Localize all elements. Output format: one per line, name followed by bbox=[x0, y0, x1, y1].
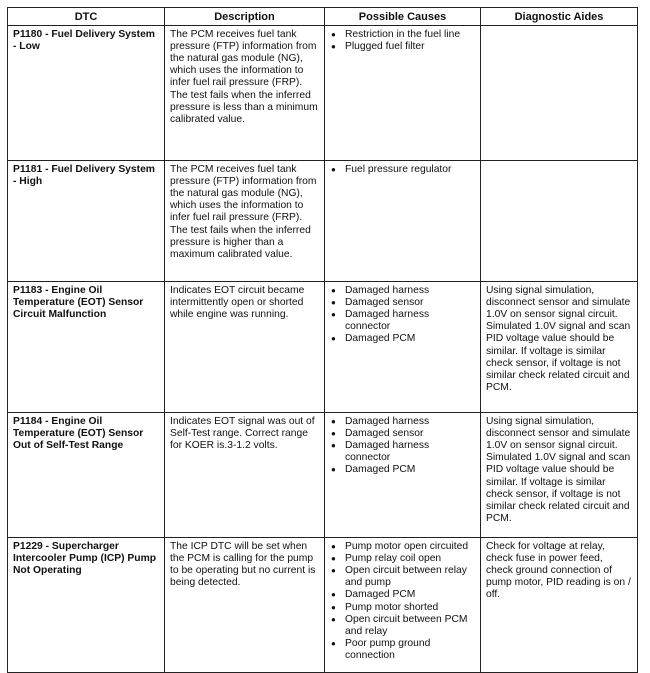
aides-cell bbox=[481, 26, 638, 161]
dtc-code: P1184 - Engine Oil Temperature (EOT) Sensor Out of Self-Test Range bbox=[13, 416, 144, 452]
header-row bbox=[8, 8, 638, 26]
causes-list bbox=[330, 164, 475, 176]
table-row bbox=[8, 161, 638, 282]
description-cell: Indicates EOT signal was out of Self-Test range. Correct range for KOER is.3-1.2 volts. bbox=[165, 413, 325, 538]
cause-item: ● Poor pump ground connection bbox=[330, 638, 475, 662]
dtc-cell bbox=[8, 161, 165, 282]
description-cell: Indicates EOT circuit became intermittently open or shorted while engine was running. bbox=[165, 282, 325, 413]
description-cell: The PCM receives fuel tank pressure (FTP) information from the natural gas module (NG), which uses the information to infer fuel rail pressure (FRP). The test fails when the inferred pressure is higher than a maximum calibrated value. bbox=[165, 161, 325, 282]
causes-cell bbox=[325, 26, 481, 161]
aides-cell bbox=[481, 161, 638, 282]
cause-item: ● Damaged harness connector bbox=[330, 440, 475, 464]
cause-item: ● Pump motor open circuited bbox=[330, 541, 475, 553]
cause-item: ● Pump motor shorted bbox=[330, 602, 475, 614]
cause-item: ● Plugged fuel filter bbox=[330, 41, 475, 53]
table-row bbox=[8, 26, 638, 161]
header-diagnostic-aides: Diagnostic Aides bbox=[481, 8, 638, 26]
causes-list bbox=[330, 416, 475, 476]
causes-cell bbox=[325, 413, 481, 538]
dtc-code: P1183 - Engine Oil Temperature (EOT) Sensor Circuit Malfunction bbox=[13, 285, 144, 321]
table-row bbox=[8, 538, 638, 673]
dtc-code: P1180 - Fuel Delivery System - Low bbox=[13, 29, 155, 53]
cause-item: ● Damaged PCM bbox=[330, 464, 475, 476]
cause-item: ● Damaged harness connector bbox=[330, 309, 475, 333]
dtc-code: P1229 - Supercharger Intercooler Pump (ICP) Pump Not Operating bbox=[13, 541, 157, 577]
cause-item: ● Damaged harness bbox=[330, 416, 475, 428]
header-description: Description bbox=[165, 8, 325, 26]
table-row bbox=[8, 282, 638, 413]
cause-item: ● Damaged PCM bbox=[330, 589, 475, 601]
cause-item: ● Pump relay coil open bbox=[330, 553, 475, 565]
causes-cell bbox=[325, 538, 481, 673]
dtc-code: P1181 - Fuel Delivery System - High bbox=[13, 164, 155, 188]
cause-item: ● Open circuit between PCM and relay bbox=[330, 614, 475, 638]
cause-item: ● Fuel pressure regulator bbox=[330, 164, 475, 176]
aides-cell: Check for voltage at relay, check fuse in power feed, check ground connection of pump motor, PID reading is on / off. bbox=[481, 538, 638, 673]
dtc-cell bbox=[8, 26, 165, 161]
header-dtc: DTC bbox=[8, 8, 165, 26]
cause-item: ● Open circuit between relay and pump bbox=[330, 565, 475, 589]
causes-cell bbox=[325, 161, 481, 282]
cause-item: ● Damaged PCM bbox=[330, 333, 475, 345]
aides-cell: Using signal simulation, disconnect sensor and simulate 1.0V on sensor signal circuit. Simulated 1.0V signal and scan PID voltage value should be similar. If voltage is similar check sensor, if voltage is not similar check related circuit and PCM. bbox=[481, 282, 638, 413]
causes-list bbox=[330, 285, 475, 345]
dtc-cell bbox=[8, 282, 165, 413]
table-row bbox=[8, 413, 638, 538]
dtc-table bbox=[7, 7, 638, 673]
cause-item: ● Restriction in the fuel line bbox=[330, 29, 475, 41]
aides-cell: Using signal simulation, disconnect sensor and simulate 1.0V on sensor signal circuit. Simulated 1.0V signal and scan PID voltage value should be similar. If voltage is similar check sensor, if voltage is not similar check related circuit and PCM. bbox=[481, 413, 638, 538]
dtc-cell bbox=[8, 413, 165, 538]
header-possible-causes: Possible Causes bbox=[325, 8, 481, 26]
dtc-cell bbox=[8, 538, 165, 673]
cause-item: ● Damaged sensor bbox=[330, 297, 475, 309]
cause-item: ● Damaged sensor bbox=[330, 428, 475, 440]
description-cell: The ICP DTC will be set when the PCM is calling for the pump to be operating but no current is being detected. bbox=[165, 538, 325, 673]
causes-list bbox=[330, 29, 475, 53]
cause-item: ● Damaged harness bbox=[330, 285, 475, 297]
causes-list bbox=[330, 541, 475, 662]
description-cell: The PCM receives fuel tank pressure (FTP) information from the natural gas module (NG), which uses the information to infer fuel rail pressure (FRP). The test fails when the inferred pressure is less than a minimum calibrated value. bbox=[165, 26, 325, 161]
causes-cell bbox=[325, 282, 481, 413]
